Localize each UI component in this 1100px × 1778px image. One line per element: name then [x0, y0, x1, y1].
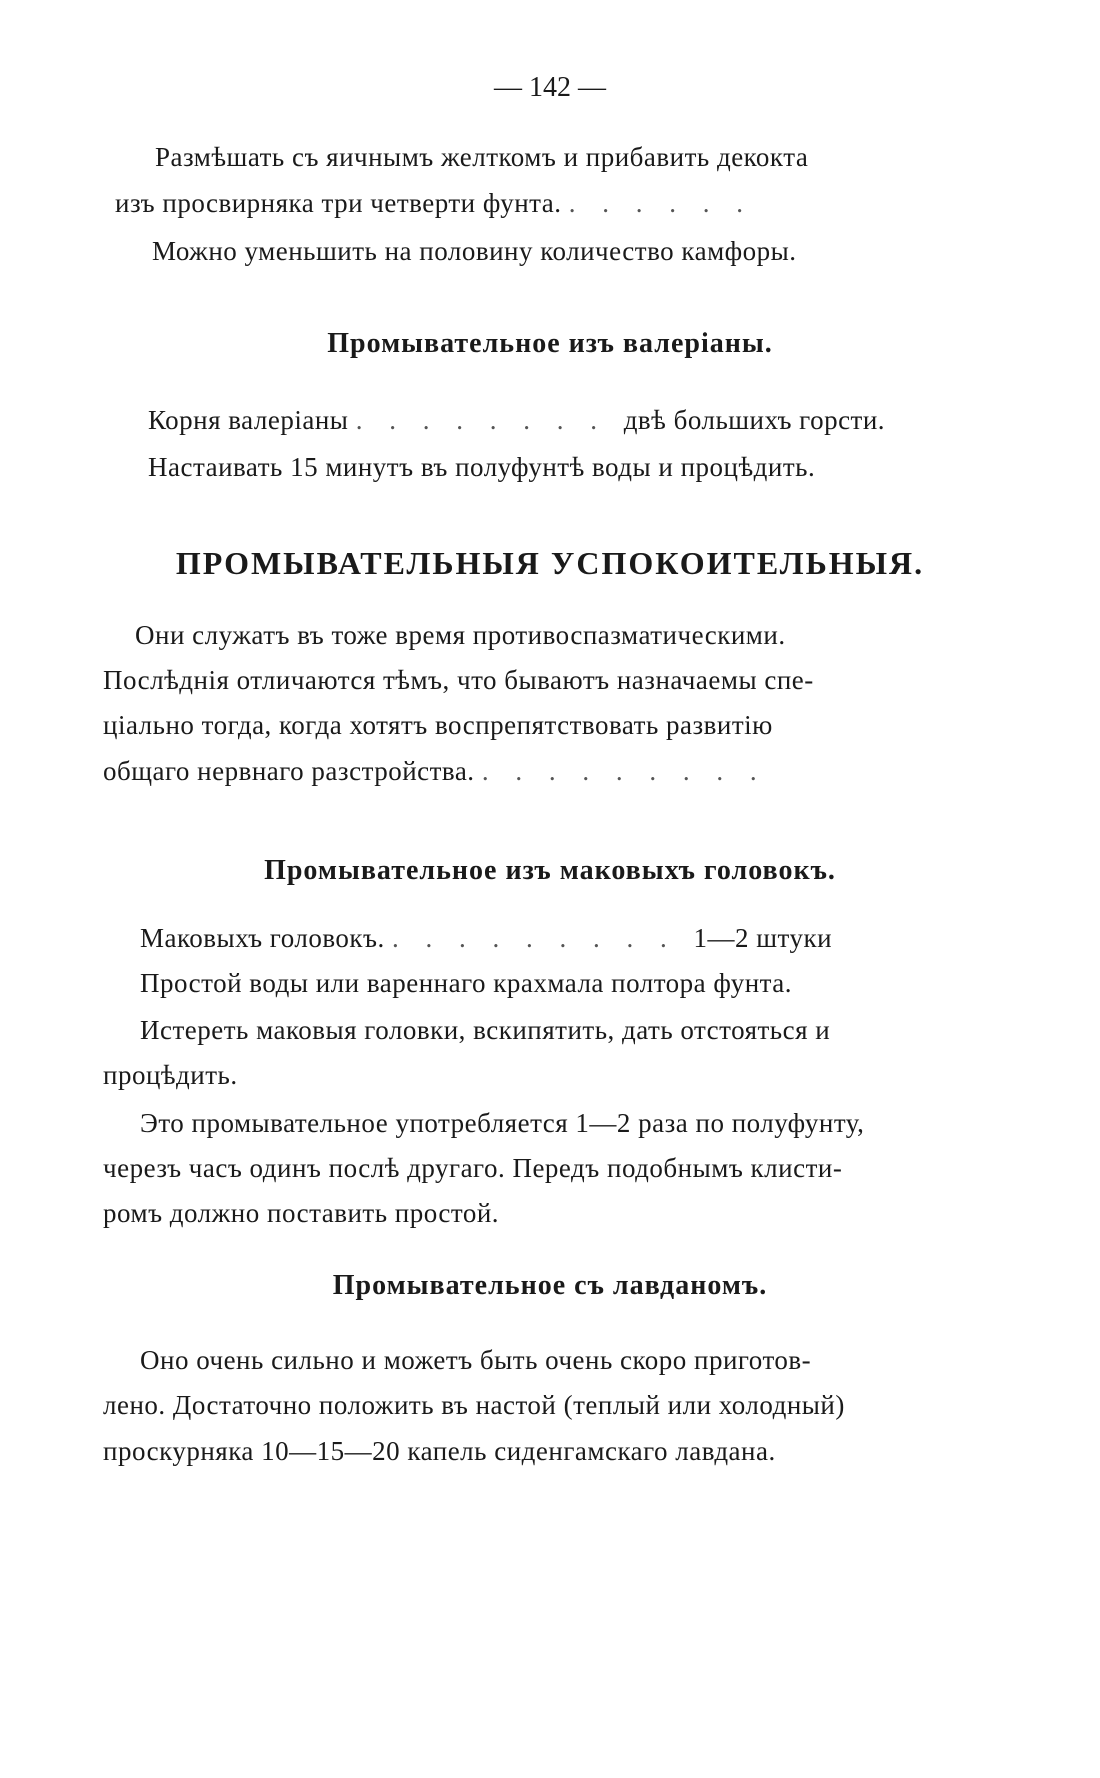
- text-line: Истереть маковыя головки, вскипятить, дать отстояться и: [140, 1015, 831, 1045]
- ingredient-amount: 1—2 штуки: [693, 923, 833, 953]
- text-line: ціально тогда, когда хотятъ воспрепятствовать развитію: [103, 710, 773, 740]
- text-line: лено. Достаточно положить въ настой (теплый или холодный): [103, 1390, 845, 1420]
- text-line: [115, 188, 753, 219]
- text-line: Послѣднія отличаются тѣмъ, что бываютъ назначаемы спе-: [103, 665, 814, 695]
- text-line: проскурняка 10—15—20 капель сиденгамскаго лавдана.: [103, 1436, 776, 1466]
- text-line: Настаивать 15 минутъ въ полуфунтѣ воды и процѣдить.: [148, 452, 816, 482]
- ingredient-name: Маковыхъ головокъ.: [140, 923, 385, 953]
- text-line: Оно очень сильно и можетъ быть очень скоро приготов-: [140, 1345, 812, 1375]
- text-line: ромъ должно поставить простой.: [103, 1198, 500, 1228]
- text-line: черезъ часъ одинъ послѣ другаго. Передъ подобнымъ клисти-: [103, 1153, 843, 1183]
- text-line: Это промывательное употребляется 1—2 раза по полуфунту,: [140, 1108, 865, 1138]
- dot-leader: . . . . . . . .: [355, 405, 624, 435]
- ingredient-amount: двѣ большихъ горсти.: [623, 405, 886, 435]
- text-span: общаго нервнаго разстройства.: [103, 756, 475, 786]
- ingredient-row: [148, 405, 885, 436]
- section-heading: Промывательное съ лавданомъ.: [332, 1270, 768, 1301]
- section-heading: Промывательное изъ маковыхъ головокъ.: [264, 855, 836, 886]
- text-line: процѣдить.: [103, 1060, 238, 1090]
- text-line: Можно уменьшить на половину количество камфоры.: [152, 236, 797, 266]
- text-line: [103, 756, 767, 787]
- dot-leader: . . . . . . . . .: [481, 756, 767, 786]
- text-line: Размѣшать съ яичнымъ желткомъ и прибавить декокта: [155, 142, 809, 172]
- section-heading: Промывательное изъ валеріаны.: [327, 328, 773, 359]
- dot-leader: . . . . . .: [568, 188, 754, 218]
- text-line: Они служатъ въ тоже время противоспазматическими.: [135, 620, 786, 650]
- page-number: — 142 —: [494, 72, 606, 103]
- text-span: изъ просвирняка три четверти фунта.: [115, 188, 562, 218]
- text-line: Простой воды или вареннаго крахмала полтора фунта.: [140, 968, 793, 998]
- dot-leader: . . . . . . . . .: [391, 923, 694, 953]
- section-heading: ПРОМЫВАТЕЛЬНЫЯ УСПОКОИТЕЛЬНЫЯ.: [175, 545, 925, 581]
- ingredient-name: Корня валеріаны: [148, 405, 349, 435]
- ingredient-row: [140, 923, 832, 954]
